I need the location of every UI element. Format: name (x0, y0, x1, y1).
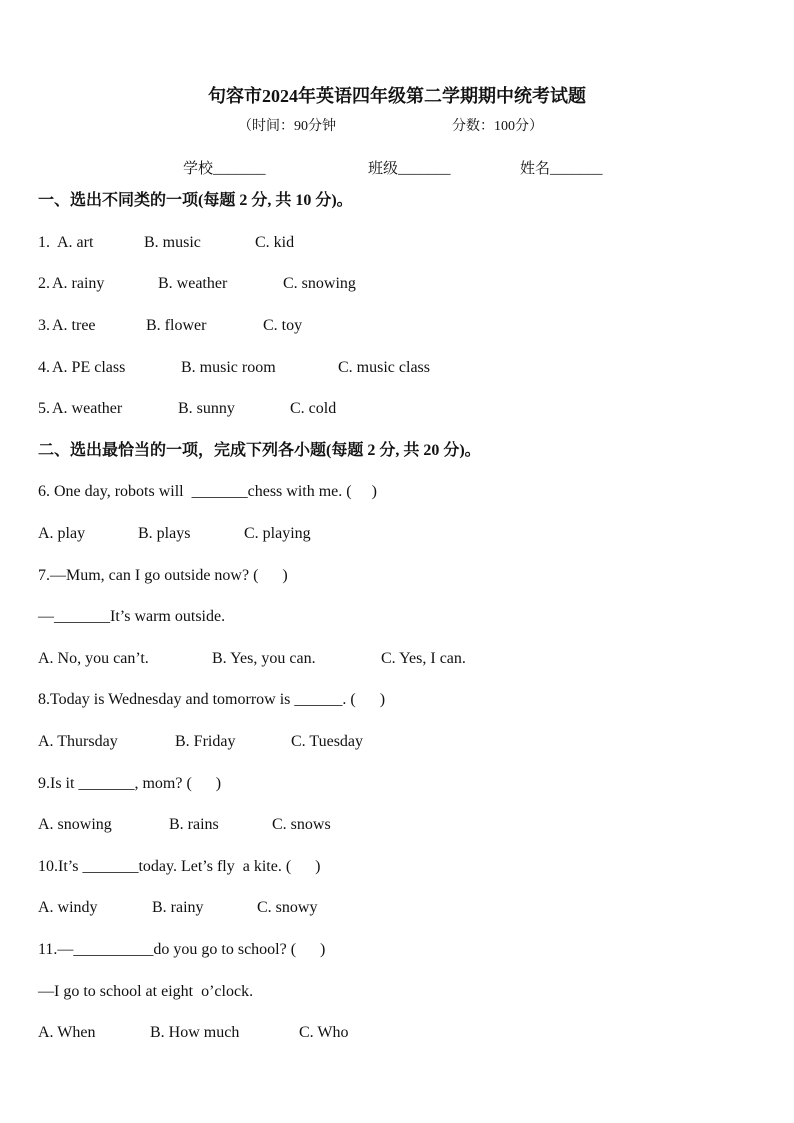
question-3-number: 3. (38, 317, 50, 334)
question-4-option-c: C. music class (338, 359, 430, 376)
question-10-option-a: A. windy (38, 899, 98, 916)
class-field: 班级_______ (368, 161, 451, 177)
question-1-option-b: B. music (144, 234, 201, 251)
question-7-option-a: A. No, you can’t. (38, 650, 149, 667)
question-8-option-c: C. Tuesday (291, 733, 364, 750)
question-3-option-c: C. toy (263, 317, 303, 334)
question-10-option-c: C. snowy (257, 899, 318, 916)
question-4-option-a: A. PE class (52, 359, 126, 376)
question-2-number: 2. (38, 275, 50, 292)
question-4-number: 4. (38, 359, 50, 376)
question-7-option-c: C. Yes, I can. (381, 650, 466, 667)
question-3-option-a: A. tree (52, 317, 96, 334)
question-9-option-c: C. snows (272, 816, 331, 833)
question-8-option-b: B. Friday (175, 733, 236, 750)
question-1-option-c: C. kid (255, 234, 295, 251)
question-2-option-c: C. snowing (283, 275, 356, 292)
question-6-option-a: A. play (38, 525, 86, 542)
question-7-stem: 7.—Mum, can I go outside now? ( ) (38, 567, 288, 584)
question-5-option-b: B. sunny (178, 400, 235, 417)
section2-heading: 二、选出最恰当的一项，完成下列各小题(每题 2 分, 共 20 分)。 (38, 442, 481, 459)
question-2-option-b: B. weather (158, 275, 228, 292)
question-9-option-b: B. rains (169, 816, 219, 833)
name-field: 姓名_______ (520, 161, 603, 177)
score-label: 分数：100分） (452, 119, 543, 134)
exam-title: 句容市2024年英语四年级第二学期期中统考试题 (208, 86, 586, 106)
question-6-option-c: C. playing (244, 525, 311, 542)
question-4-option-b: B. music room (181, 359, 276, 376)
school-field: 学校_______ (183, 161, 266, 177)
question-1-number: 1. (38, 234, 54, 251)
question-11-stem: 11.—__________do you go to school? ( ) (38, 941, 326, 958)
question-9-option-a: A. snowing (38, 816, 112, 833)
section1-heading: 一、选出不同类的一项(每题 2 分, 共 10 分)。 (38, 192, 353, 209)
question-11-reply: —I go to school at eight o’clock. (38, 983, 254, 1000)
question-8-stem: 8.Today is Wednesday and tomorrow is ______. ( ) (38, 691, 386, 708)
question-10-stem: 10.It’s _______today. Let’s fly a kite. ( ) (38, 858, 321, 875)
question-11-option-a: A. When (38, 1024, 96, 1041)
question-10-option-b: B. rainy (152, 899, 204, 916)
question-8-option-a: A. Thursday (38, 733, 118, 750)
question-11-option-c: C. Who (299, 1024, 349, 1041)
question-9-stem: 9.Is it _______, mom? ( ) (38, 775, 222, 792)
question-1-option-a: A. art (57, 234, 94, 251)
question-5-number: 5. (38, 400, 50, 417)
question-5-option-a: A. weather (52, 400, 123, 417)
question-3-option-b: B. flower (146, 317, 207, 334)
question-7-reply: —_______It’s warm outside. (38, 608, 226, 625)
question-7-option-b: B. Yes, you can. (212, 650, 316, 667)
question-6-option-b: B. plays (138, 525, 191, 542)
question-5-option-c: C. cold (290, 400, 337, 417)
question-2-option-a: A. rainy (52, 275, 105, 292)
question-6-stem: 6. One day, robots will _______chess with me. ( ) (38, 483, 377, 500)
question-11-option-b: B. How much (150, 1024, 240, 1041)
time-label: （时间：90分钟 (238, 119, 336, 134)
